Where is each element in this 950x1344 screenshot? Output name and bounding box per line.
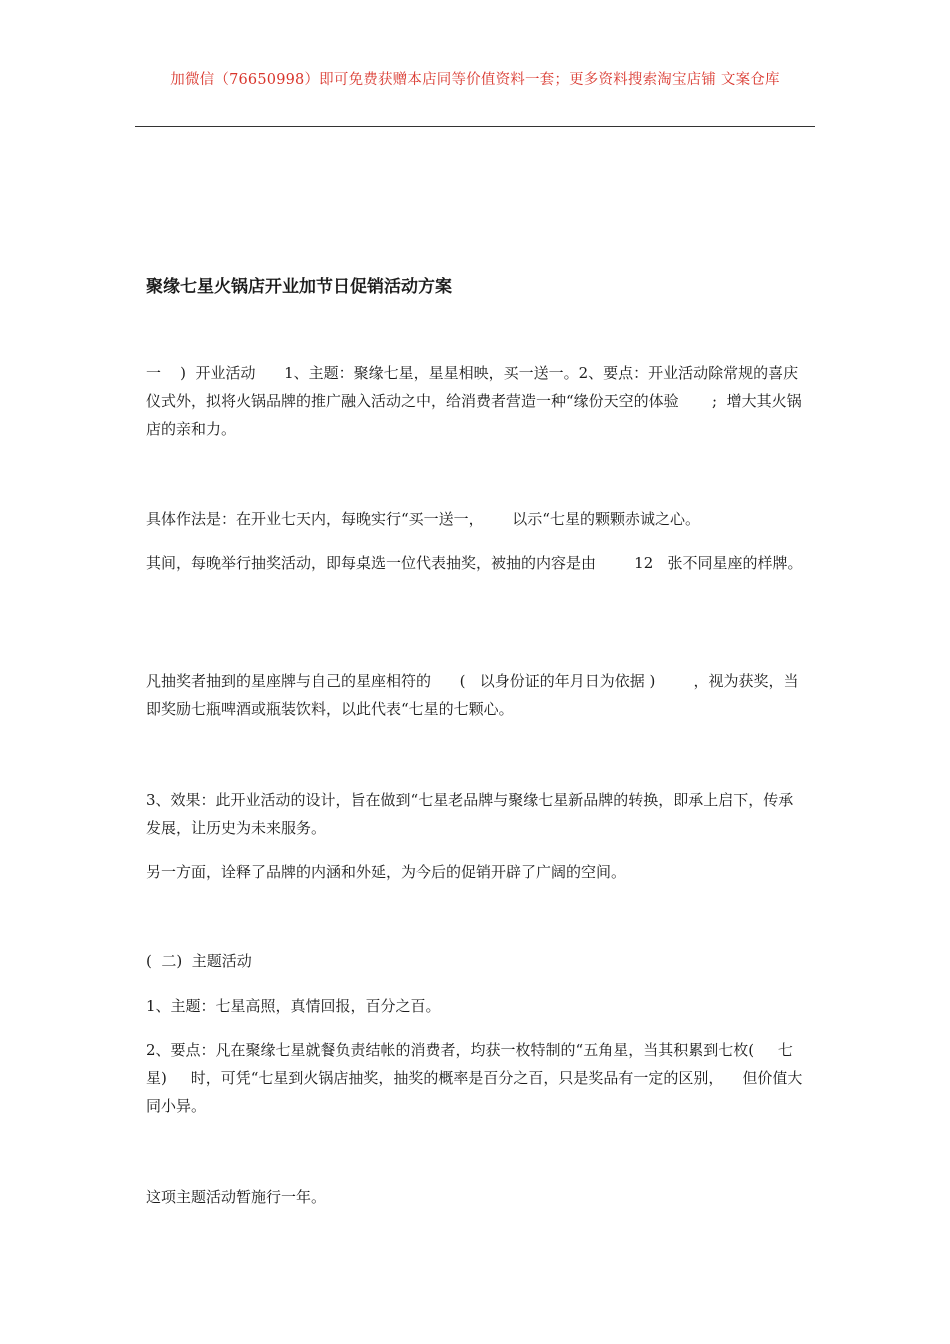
paragraph-opening-activity: 一 ) 开业活动 1、主题：聚缘七星，星星相映，买一送一。2、要点：开业活动除常规的喜庆仪式外，拟将火锅品牌的推广融入活动之中，给消费者营造一种“缘份天空的体验 ; 增大其火锅店的亲和力。 (146, 364, 802, 438)
header-promo-text: 加微信（76650998）即可免费获赠本店同等价值资料一套；更多资料搜索淘宝店铺 文案仓库 (170, 72, 780, 88)
paragraph-theme: 1、主题：七星高照，真情回报，百分之百。 (146, 997, 441, 1015)
paragraph-duration: 这项主题活动暂施行一年。 (146, 1188, 327, 1206)
paragraph-theme-points: 2、要点：凡在聚缘七星就餐负责结帐的消费者，均获一枚特制的“五角星，当其积累到七枚( 七星) 时，可凭“七星到火锅店抽奖，抽奖的概率是百分之百，只是奖品有一定的区别， 但价值大同小异。 (146, 1041, 803, 1115)
paragraph-brand-meaning: 另一方面，诠释了品牌的内涵和外延，为今后的促销开辟了广阔的空间。 (146, 863, 627, 881)
document-title: 聚缘七星火锅店开业加节日促销活动方案 (146, 277, 452, 297)
paragraph-prize: 凡抽奖者抽到的星座牌与自己的星座相符的 ( 以身份证的年月日为依据 ) ，视为获奖，当即奖励七瓶啤酒或瓶装饮料，以此代表“七星的七颗心。 (146, 672, 799, 718)
section-heading-theme-activity: ( 二) 主题活动 (146, 952, 252, 970)
paragraph-method: 具体作法是：在开业七天内，每晚实行“买一送一， 以示“七星的颗颗赤诚之心。 (146, 510, 700, 528)
paragraph-lottery: 其间，每晚举行抽奖活动，即每桌选一位代表抽奖，被抽的内容是由 12 张不同星座的样牌。 (146, 554, 803, 572)
paragraph-effect: 3、效果：此开业活动的设计，旨在做到“七星老品牌与聚缘七星新品牌的转换，即承上启下，传承发展，让历史为未来服务。 (146, 791, 794, 837)
header-divider (135, 126, 815, 127)
